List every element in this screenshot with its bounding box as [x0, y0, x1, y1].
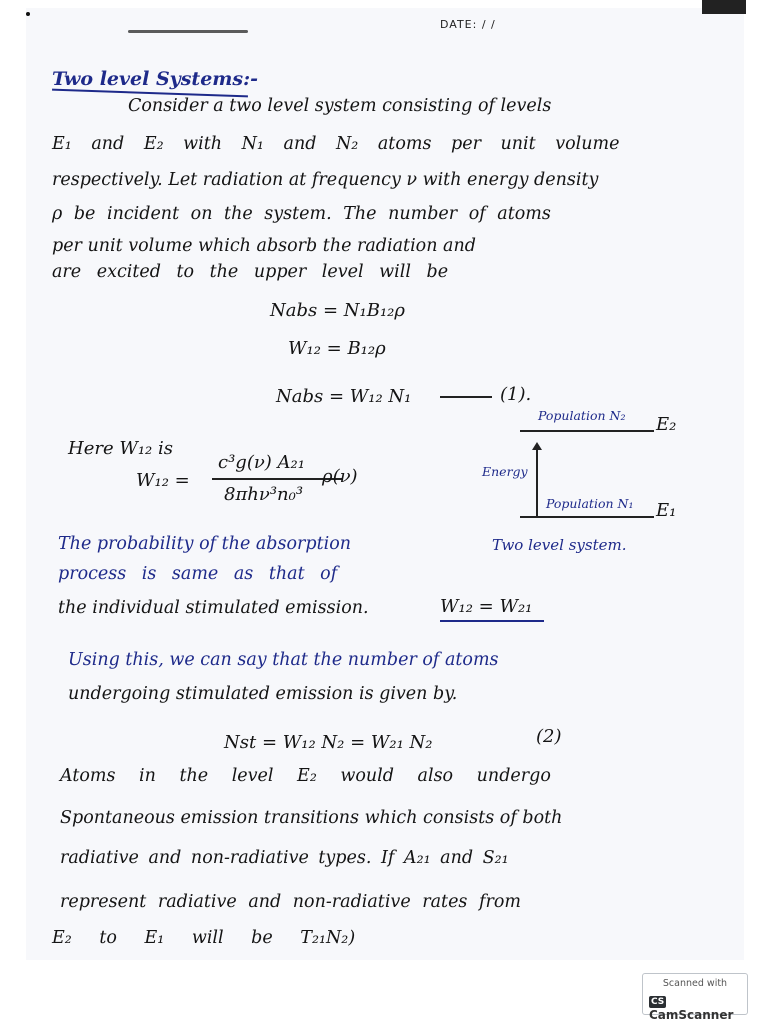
p2-line-3: the individual stimulated emission.	[58, 598, 369, 618]
here-w12-text: Here W₁₂ is	[68, 438, 173, 459]
p3-line-2: undergoing stimulated emission is given by.	[68, 684, 458, 704]
camscanner-brand-text: CamScanner	[649, 1008, 734, 1022]
level-e2-line	[520, 430, 654, 432]
page-title: Two level Systems:-	[52, 68, 258, 90]
p2-line-2: process is same as that of	[58, 564, 338, 584]
camscanner-watermark	[642, 973, 748, 1022]
level-e1-line	[520, 516, 654, 518]
diagram-bottom-label: Population N₁	[546, 496, 634, 511]
scanned-with-text: Scanned with	[662, 978, 728, 989]
diagram-top-label: Population N₂	[538, 408, 626, 423]
diagram-e1: E₁	[656, 500, 677, 521]
w12-numerator: c³g(ν) A₂₁	[218, 452, 305, 473]
p1-line-2: E₁ and E₂ with N₁ and N₂ atoms per unit volume	[52, 134, 620, 154]
diagram-axis-label: Energy	[482, 464, 528, 479]
camscanner-logo-icon: CS	[651, 997, 665, 1007]
diagram-e2: E₂	[656, 414, 677, 435]
p4-line-1: Atoms in the level E₂ would also undergo	[60, 766, 551, 786]
eq1-label: (1).	[500, 384, 532, 405]
p1-line-6: are excited to the upper level will be	[52, 262, 449, 282]
p2-line-1: The probability of the absorption	[58, 534, 352, 554]
p3-line-1: Using this, we can say that the number of atoms	[68, 650, 499, 670]
top-margin	[0, 0, 768, 8]
eq1-dash	[440, 396, 492, 398]
p4-line-5: E₂ to E₁ will be T₂₁N₂)	[52, 928, 356, 948]
w-equal-underline	[440, 620, 544, 622]
p1-line-3: respectively. Let radiation at frequency ν with energy density	[52, 170, 599, 190]
w12-denominator: 8πhν³n₀³	[224, 484, 304, 505]
w12-equals-w21: W₁₂ = W₂₁	[440, 596, 533, 617]
header-dash	[128, 30, 248, 33]
eq-w12: W₁₂ = B₁₂ρ	[288, 338, 386, 359]
p4-line-2: Spontaneous emission transitions which consists of both	[60, 808, 563, 828]
p1-line-5: per unit volume which absorb the radiation and	[52, 236, 476, 256]
p1-line-1: Consider a two level system consisting of levels	[128, 96, 552, 116]
energy-axis	[536, 448, 538, 518]
w12-rho: ρ(ν)	[322, 466, 358, 487]
page-dot	[26, 12, 30, 16]
eq2-label: (2)	[536, 726, 562, 747]
eq-nabs-2: Nabs = W₁₂ N₁	[276, 386, 412, 407]
date-label: DATE: / /	[440, 18, 496, 31]
camscanner-brand	[649, 993, 747, 1022]
diagram-caption: Two level system.	[492, 536, 627, 554]
eq-nst: Nst = W₁₂ N₂ = W₂₁ N₂	[224, 732, 433, 753]
w12-lhs: W₁₂ =	[136, 470, 190, 491]
p1-line-4: ρ be incident on the system. The number of atoms	[52, 204, 551, 224]
eq-nabs-1: Nabs = N₁B₁₂ρ	[270, 300, 405, 321]
p4-line-4: represent radiative and non-radiative rates from	[60, 892, 521, 912]
page-corner-shadow	[702, 0, 746, 14]
p4-line-3: radiative and non-radiative types. If A₂₁ and S₂₁	[60, 848, 509, 868]
